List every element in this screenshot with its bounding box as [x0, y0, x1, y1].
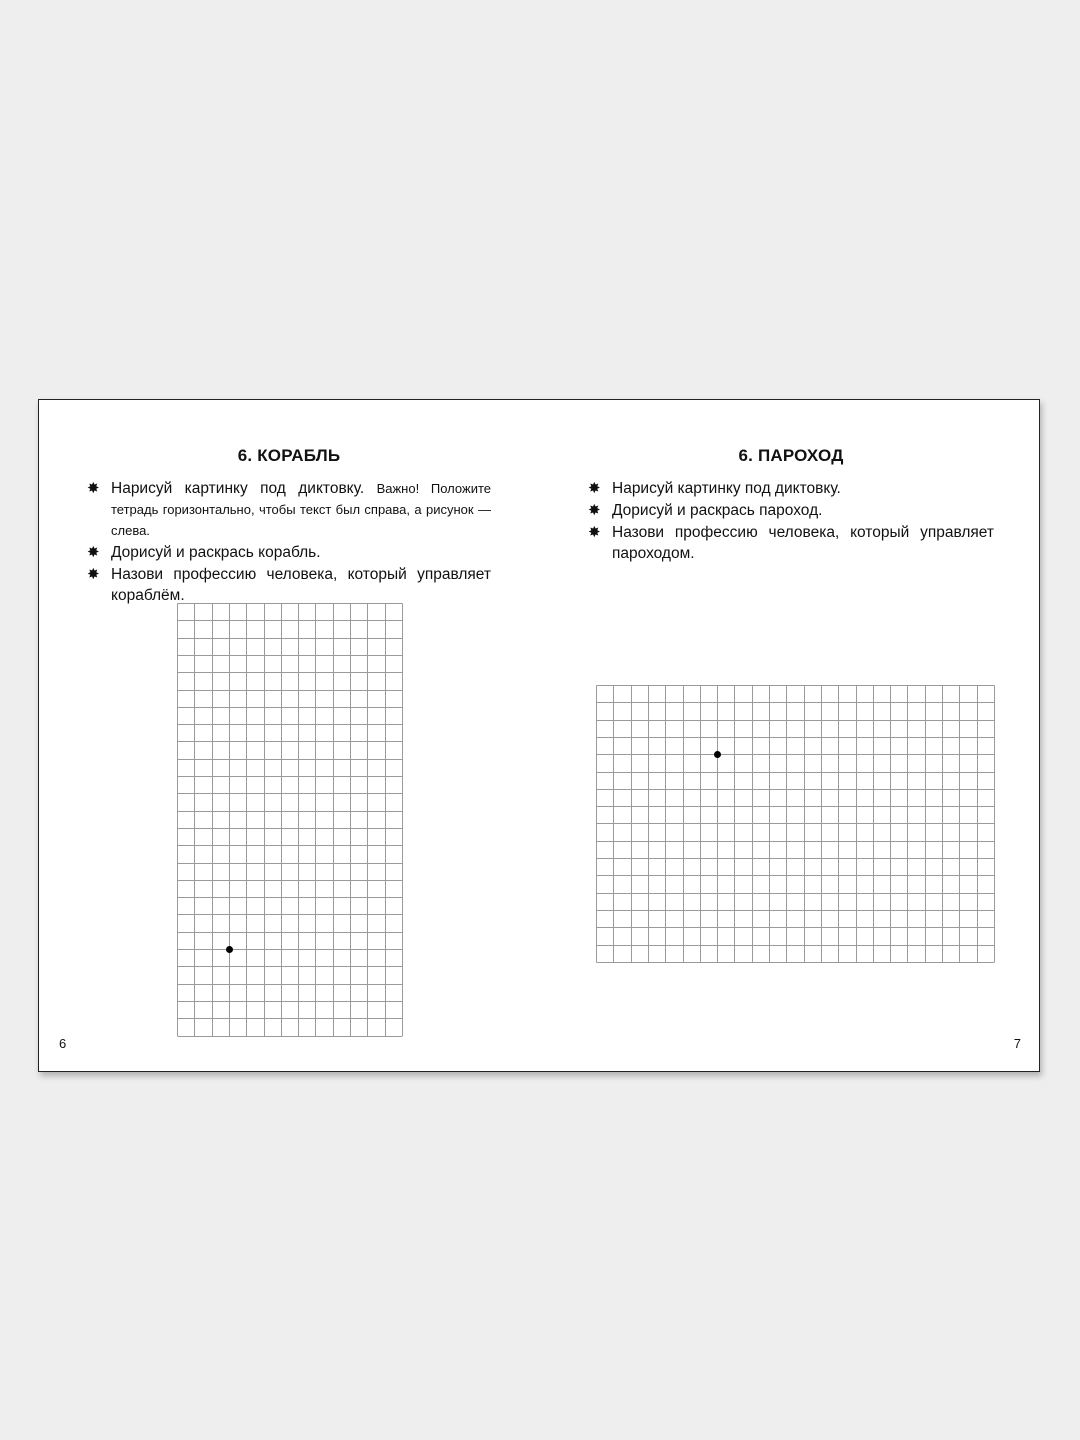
page-title: 6. ПАРОХОД [738, 446, 844, 465]
task-text: Дорисуй и раскрась пароход. [612, 502, 823, 519]
page-number: 6 [59, 1036, 67, 1051]
star-bullet-icon: ✸ [588, 502, 601, 519]
star-bullet-icon: ✸ [87, 566, 100, 583]
right-page [539, 400, 1041, 1071]
task-note: Важно! Положите тетрадь горизонтально, чтобы текст был справа, а рисунок — слева. [111, 481, 491, 538]
task-text: Нарисуй картинку под диктовку. [111, 480, 377, 497]
task-item [588, 522, 994, 564]
page-number: 7 [1013, 1036, 1021, 1051]
task-text: Назови профессию человека, который управляет пароходом. [612, 524, 994, 562]
book-spread [38, 399, 1040, 1072]
star-bullet-icon: ✸ [87, 544, 100, 561]
task-list [87, 478, 491, 607]
task-list [588, 478, 994, 565]
drawing-grid[interactable] [596, 685, 995, 963]
task-item [87, 478, 491, 541]
task-item [588, 478, 994, 499]
left-page [39, 400, 539, 1071]
task-item [87, 564, 491, 606]
star-bullet-icon: ✸ [588, 524, 601, 541]
task-text: Дорисуй и раскрась корабль. [111, 544, 321, 561]
drawing-grid[interactable] [177, 603, 403, 1037]
task-text: Нарисуй картинку под диктовку. [612, 480, 841, 497]
page-title: 6. КОРАБЛЬ [237, 446, 341, 465]
start-point-dot [226, 946, 233, 953]
task-text: Назови профессию человека, который управляет кораблём. [111, 566, 491, 604]
star-bullet-icon: ✸ [87, 480, 100, 497]
star-bullet-icon: ✸ [588, 480, 601, 497]
start-point-dot [714, 751, 721, 758]
task-item [87, 542, 491, 563]
task-item [588, 500, 994, 521]
